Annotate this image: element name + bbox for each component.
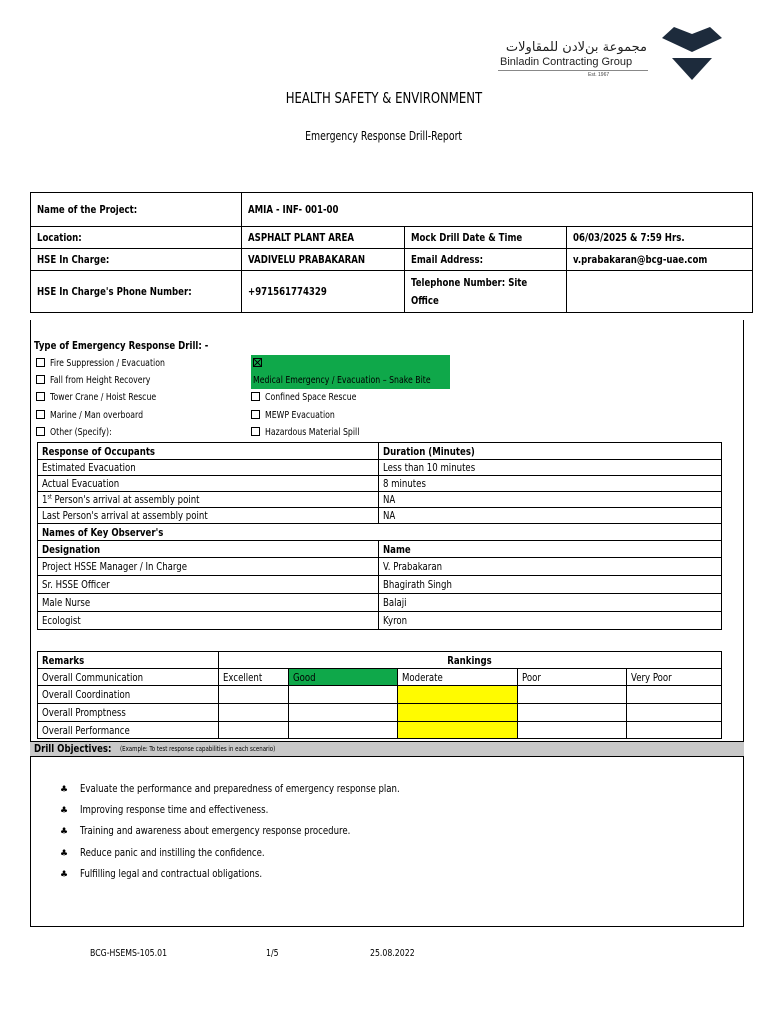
objectives-header-bar (30, 741, 744, 757)
footer-date: 25.08.2022 (370, 948, 415, 959)
project-name-value: AMIA - INF- 001-00 (242, 193, 752, 227)
project-info-table (30, 192, 753, 313)
drill-option[interactable]: Hazardous Material Spill (251, 424, 450, 441)
checkbox-icon (36, 375, 45, 384)
logo-english-text: Binladin Contracting Group (500, 56, 633, 68)
telephone-label: Telephone Number: Site Office (405, 271, 567, 313)
table-row: Last Person's arrival at assembly point (38, 508, 379, 524)
footer-page-number: 1/5 (266, 948, 279, 959)
hse-incharge-label: HSE In Charge: (31, 249, 242, 271)
drill-option[interactable]: Fire Suppression / Evacuation (36, 355, 197, 372)
table-row: 1st Person's arrival at assembly point (38, 492, 379, 508)
checked-box-icon (253, 358, 262, 367)
checkbox-icon (36, 427, 45, 436)
table-row: Sr. HSSE Officer (38, 576, 379, 594)
company-logo (490, 24, 725, 84)
mock-drill-value: 06/03/2025 & 7:59 Hrs. (567, 227, 752, 249)
drill-type-right-list (251, 355, 450, 441)
list-item: ♣ Evaluate the performance and preparedness of emergency response plan. (60, 779, 490, 800)
table-row: Overall Promptness (38, 704, 219, 722)
logo-mark-icon (660, 24, 724, 82)
checkbox-icon (251, 427, 260, 436)
objectives-note: (Example: To test response capabilities in each scenario) (120, 745, 276, 753)
club-bullet-icon: ♣ (60, 806, 69, 817)
drill-option[interactable]: Marine / Man overboard (36, 407, 197, 424)
telephone-value (567, 271, 752, 313)
objectives-list (60, 779, 490, 885)
club-bullet-icon: ♣ (60, 848, 69, 859)
drill-type-heading: Type of Emergency Response Drill: - (34, 339, 209, 352)
mock-drill-label: Mock Drill Date & Time (405, 227, 567, 249)
page-title: HEALTH SAFETY & ENVIRONMENT (285, 89, 483, 107)
hse-incharge-value: VADIVELU PRABAKARAN (242, 249, 405, 271)
occupants-table: Response of Occupants Duration (Minutes) Estimated Evacuation Less than 10 minutes Actual Evacuation 8 minutes 1st Person's arrival at assembly point NA Last Person's arrival at assembly point NA Names of Key Observer's Designation Name Project HSSE Manager / In Charge V. Prabakaran Sr. HSSE Officer Bhagirath Singh Male Nurse Balaji Ecologist Kyron (37, 442, 722, 630)
table-row: Overall Coordination (38, 686, 219, 704)
email-label: Email Address: (405, 249, 567, 271)
list-item: ♣ Fulfilling legal and contractual obligations. (60, 864, 490, 885)
checkbox-icon (251, 410, 260, 419)
table-row: Project HSSE Manager / In Charge (38, 558, 379, 576)
drill-option-selected[interactable]: Medical Emergency / Evacuation – Snake Bite (251, 355, 450, 389)
checkbox-icon (36, 410, 45, 419)
checkbox-icon (36, 358, 45, 367)
club-bullet-icon: ♣ (60, 827, 69, 838)
list-item: ♣ Improving response time and effectiveness. (60, 800, 490, 821)
checkbox-icon (36, 392, 45, 401)
phone-value: +971561774329 (242, 271, 405, 313)
objectives-heading: Drill Objectives: (34, 742, 112, 755)
table-row: Estimated Evacuation (38, 460, 379, 476)
email-value: v.prabakaran@bcg-uae.com (567, 249, 752, 271)
phone-label: HSE In Charge's Phone Number: (31, 271, 242, 313)
table-row: Overall Performance (38, 722, 219, 739)
project-name-label: Name of the Project: (31, 193, 242, 227)
table-row: Male Nurse (38, 594, 379, 612)
list-item: ♣ Reduce panic and instilling the confidence. (60, 843, 490, 864)
logo-arabic-text: مجموعة بن‌لادن للمقاولات (505, 40, 647, 55)
checkbox-icon (251, 392, 260, 401)
page-subtitle: Emergency Response Drill-Report (305, 129, 463, 143)
table-row: Ecologist (38, 612, 379, 630)
list-item: ♣ Training and awareness about emergency response procedure. (60, 821, 490, 842)
table-row: Actual Evacuation (38, 476, 379, 492)
drill-type-left-list (36, 355, 197, 441)
drill-option[interactable]: Confined Space Rescue (251, 389, 450, 406)
table-row: Overall Communication (38, 669, 219, 686)
drill-option[interactable]: Other (Specify): (36, 424, 197, 441)
drill-option[interactable]: Fall from Height Recovery (36, 372, 197, 389)
location-value: ASPHALT PLANT AREA (242, 227, 405, 249)
observers-heading: Names of Key Observer's (38, 524, 722, 541)
footer-doc-code: BCG-HSEMS-105.01 (90, 948, 168, 959)
drill-option[interactable]: MEWP Evacuation (251, 407, 450, 424)
drill-option[interactable]: Tower Crane / Hoist Rescue (36, 389, 197, 406)
club-bullet-icon: ♣ (60, 785, 69, 795)
club-bullet-icon: ♣ (60, 869, 69, 880)
rankings-table: Remarks Rankings Overall Communication Excellent Good Moderate Poor Very Poor Overall Coordination Overall Promptness Overall Performance (37, 651, 722, 739)
logo-established: Est. 1967 (588, 72, 610, 78)
location-label: Location: (31, 227, 242, 249)
